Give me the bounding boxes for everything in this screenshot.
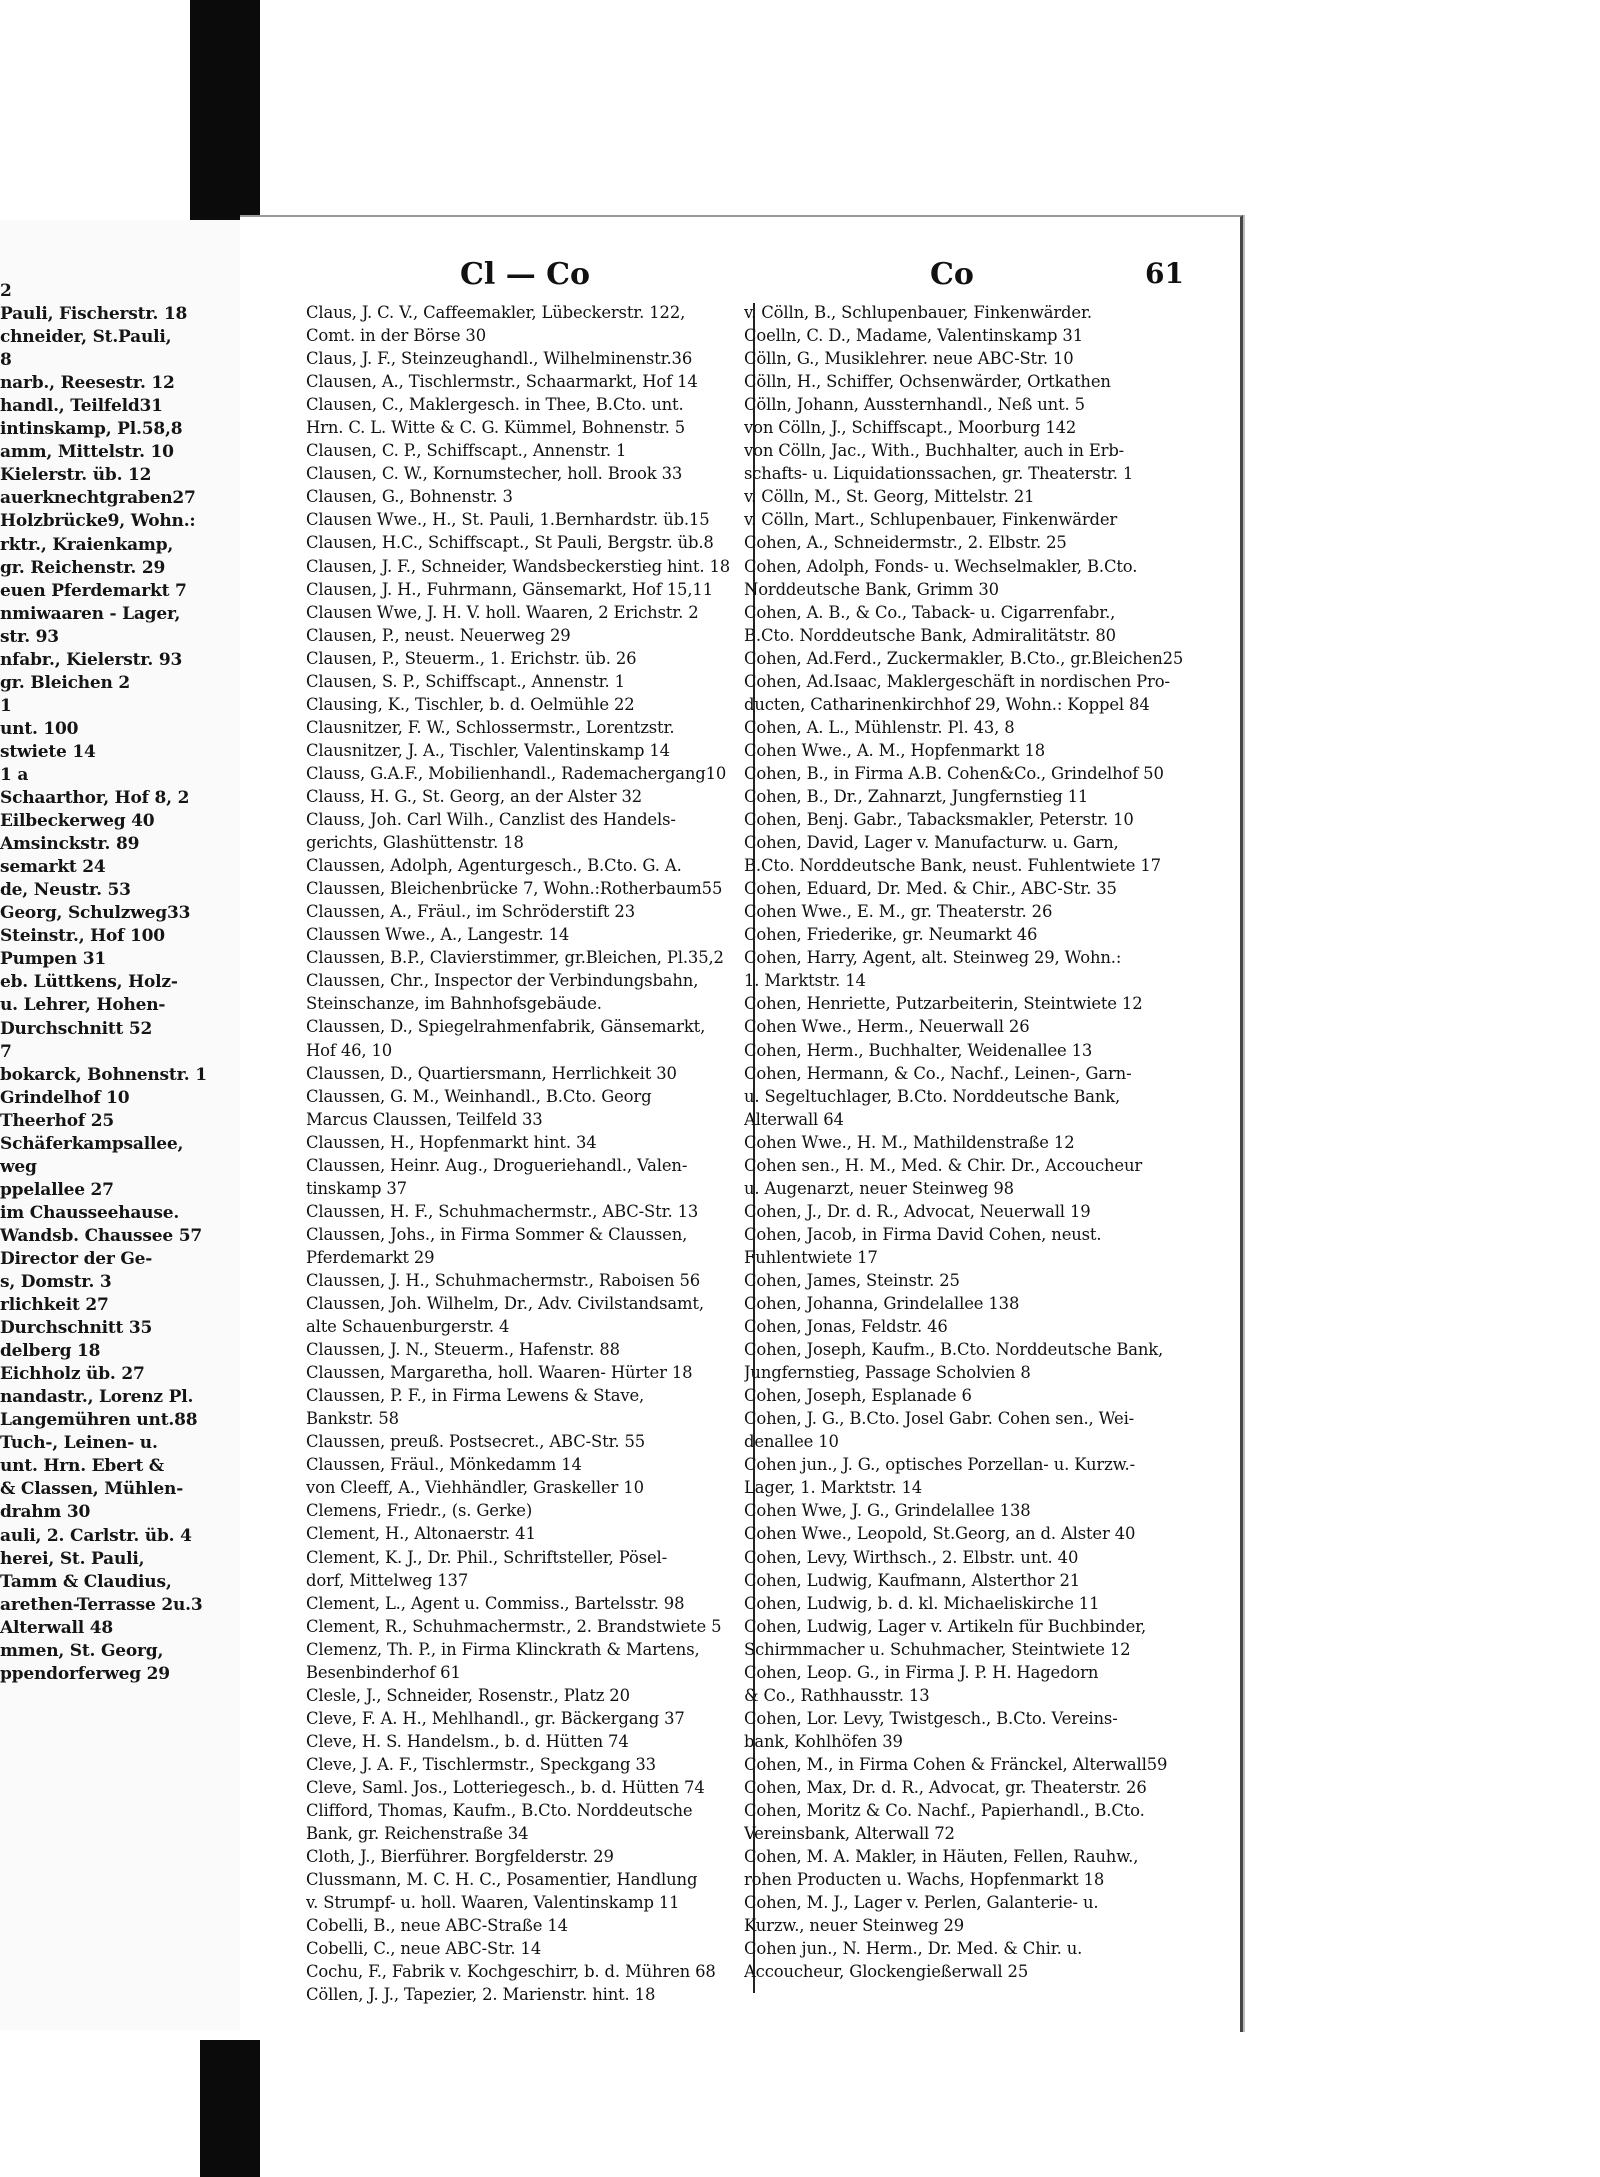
left-page-line: Grindelhof 10 xyxy=(0,1087,130,1108)
directory-entry-line: Cohen, Jacob, in Firma David Cohen, neust. xyxy=(744,1224,1102,1244)
directory-page xyxy=(240,215,1243,2032)
directory-entry-line: Cohen, B., Dr., Zahnarzt, Jungfernstieg 11 xyxy=(744,786,1089,806)
directory-entry-line: Cohen, Ad.Isaac, Maklergeschäft in nordischen Pro- xyxy=(744,671,1170,691)
left-page-line: Schäferkampsallee, xyxy=(0,1133,184,1154)
directory-entry-line: Cobelli, B., neue ABC-Straße 14 xyxy=(306,1916,568,1936)
left-page-line: & Classen, Mühlen- xyxy=(0,1479,184,1500)
directory-entry-line: Coelln, C. D., Madame, Valentinskamp 31 xyxy=(744,326,1083,346)
left-page-line: 1 xyxy=(0,695,12,716)
directory-entry-line: Clussmann, M. C. H. C., Posamentier, Handlung xyxy=(306,1870,698,1890)
directory-entry-line: v. Cölln, B., Schlupenbauer, Finkenwärder. xyxy=(744,303,1092,322)
directory-entry-line: Clausen, J. H., Fuhrmann, Gänsemarkt, Hof 15,11 xyxy=(306,579,713,599)
directory-entry-line: Cleve, Saml. Jos., Lotteriegesch., b. d. Hütten 74 xyxy=(306,1778,705,1797)
directory-entry-line: Clement, L., Agent u. Commiss., Bartelsstr. 98 xyxy=(306,1593,685,1613)
directory-entry-line: Claussen Wwe., A., Langestr. 14 xyxy=(306,925,570,945)
directory-entry-line: dorf, Mittelweg 137 xyxy=(306,1570,469,1590)
running-head-range: Cl — Co xyxy=(460,257,591,292)
directory-entry-line: Claussen, Fräul., Mönkedamm 14 xyxy=(306,1455,582,1475)
directory-entry-line: Cleve, J. A. F., Tischlermstr., Speckgang 33 xyxy=(306,1754,656,1774)
directory-entry-line: Cölln, H., Schiffer, Ochsenwärder, Ortkathen xyxy=(744,372,1111,392)
directory-entry-line: Clesle, J., Schneider, Rosenstr., Platz 20 xyxy=(306,1685,630,1705)
left-page-line: nandastr., Lorenz Pl. xyxy=(0,1387,194,1408)
left-page-line: bokarck, Bohnenstr. 1 xyxy=(0,1064,207,1085)
directory-entry-line: 1. Marktstr. 14 xyxy=(744,971,866,991)
directory-entry-line: Cohen, Johanna, Grindelallee 138 xyxy=(744,1294,1020,1314)
directory-entry-line: Cohen, Leop. G., in Firma J. P. H. Hagedorn xyxy=(744,1662,1099,1682)
scanner-strip-bottom xyxy=(200,2040,260,2177)
directory-entry-line: Cochu, F., Fabrik v. Kochgeschirr, b. d. Mühren 68 xyxy=(306,1962,716,1982)
left-page-line: auli, 2. Carlstr. üb. 4 xyxy=(0,1525,192,1546)
directory-entry-line: denallee 10 xyxy=(744,1432,839,1452)
directory-entry-line: Cohen, Benj. Gabr., Tabacksmakler, Peterstr. 10 xyxy=(744,810,1134,830)
directory-entry-line: Claussen, H. F., Schuhmachermstr., ABC-Str. 13 xyxy=(306,1201,699,1221)
directory-entry-line: Clausen, C., Maklergesch. in Thee, B.Cto. unt. xyxy=(306,395,684,415)
left-page-line: Theerhof 25 xyxy=(0,1110,114,1131)
directory-entry-line: Cohen Wwe., H. M., Mathildenstraße 12 xyxy=(744,1132,1075,1152)
left-page-line: stwiete 14 xyxy=(0,741,96,762)
directory-entry-line: Cohen, Friederike, gr. Neumarkt 46 xyxy=(744,925,1038,945)
directory-entry-line: Claussen, Johs., in Firma Sommer & Claussen, xyxy=(306,1224,688,1244)
directory-entry-line: Cohen, Jonas, Feldstr. 46 xyxy=(744,1317,948,1337)
left-page-line: Wandsb. Chaussee 57 xyxy=(0,1225,202,1246)
left-page-line: drahm 30 xyxy=(0,1502,91,1523)
left-page-line: arethen-Terrasse 2u.3 xyxy=(0,1594,203,1615)
left-page-line: Director der Ge- xyxy=(0,1248,153,1269)
directory-entry-line: von Cölln, J., Schiffscapt., Moorburg 142 xyxy=(744,418,1077,438)
left-page-line: euen Pferdemarkt 7 xyxy=(0,580,187,601)
directory-entry-line: Claussen, Adolph, Agenturgesch., B.Cto. G. A. xyxy=(306,856,682,876)
left-page-line: nfabr., Kielerstr. 93 xyxy=(0,649,183,670)
directory-entry-line: Cohen, James, Steinstr. 25 xyxy=(744,1270,960,1290)
directory-entry-line: Claussen, P. F., in Firma Lewens & Stave, xyxy=(306,1386,645,1406)
directory-entry-line: Clausen Wwe, J. H. V. holl. Waaren, 2 Erichstr. 2 xyxy=(306,602,699,622)
directory-entry-line: Cleve, H. S. Handelsm., b. d. Hütten 74 xyxy=(306,1731,629,1751)
directory-entry-line: Claussen, D., Spiegelrahmenfabrik, Gänsemarkt, xyxy=(306,1017,706,1037)
directory-entry-line: Lager, 1. Marktstr. 14 xyxy=(744,1478,923,1498)
left-page-line: 7 xyxy=(0,1041,12,1062)
directory-entry-line: Cohen, Ludwig, Kaufmann, Alsterthor 21 xyxy=(744,1570,1081,1590)
directory-entry-line: Cohen, Ad.Ferd., Zuckermakler, B.Cto., gr.Bleichen25 xyxy=(744,648,1184,668)
left-page-line: mmen, St. Georg, xyxy=(0,1640,164,1661)
directory-entry-line: Clausen, G., Bohnenstr. 3 xyxy=(306,487,513,507)
directory-entry-line: Cohen jun., N. Herm., Dr. Med. & Chir. u. xyxy=(744,1939,1083,1959)
directory-entry-line: Cohen, Max, Dr. d. R., Advocat, gr. Theaterstr. 26 xyxy=(744,1778,1147,1797)
left-page-line: Georg, Schulzweg33 xyxy=(0,903,191,924)
directory-entry-line: Besenbinderhof 61 xyxy=(306,1662,461,1682)
directory-entry-line: Claussen, Margaretha, holl. Waaren- Hürter 18 xyxy=(306,1363,693,1383)
directory-entry-line: Clemenz, Th. P., in Firma Klinckrath & Martens, xyxy=(306,1639,700,1659)
page-header xyxy=(240,257,1240,297)
directory-entry-line: Clauss, H. G., St. Georg, an der Alster 32 xyxy=(306,786,643,806)
directory-entry-line: Fuhlentwiete 17 xyxy=(744,1247,878,1267)
left-page-line: Eilbeckerweg 40 xyxy=(0,811,155,832)
directory-entry-line: Cleve, F. A. H., Mehlhandl., gr. Bäckergang 37 xyxy=(306,1708,685,1728)
directory-entry-line: Clifford, Thomas, Kaufm., B.Cto. Norddeutsche xyxy=(306,1801,693,1821)
directory-entry-line: B.Cto. Norddeutsche Bank, Admiralitätstr. 80 xyxy=(744,625,1116,645)
directory-entry-line: Cohen, J. G., B.Cto. Josel Gabr. Cohen sen., Wei- xyxy=(744,1409,1135,1429)
directory-entry-line: Jungfernstieg, Passage Scholvien 8 xyxy=(744,1363,1031,1383)
left-page-line: Durchschnitt 52 xyxy=(0,1018,153,1039)
directory-entry-line: Cohen, Joseph, Kaufm., B.Cto. Norddeutsche Bank, xyxy=(744,1340,1164,1360)
directory-entry-line: Claussen, J. H., Schuhmachermstr., Raboisen 56 xyxy=(306,1270,701,1290)
running-head-letter: Co xyxy=(930,257,974,292)
directory-entry-line: Clausnitzer, J. A., Tischler, Valentinskamp 14 xyxy=(306,740,670,760)
directory-entry-line: v. Cölln, M., St. Georg, Mittelstr. 21 xyxy=(744,487,1035,507)
left-page-line: rktr., Kraienkamp, xyxy=(0,534,174,555)
directory-entry-line: Cohen, Lor. Levy, Twistgesch., B.Cto. Vereins- xyxy=(744,1708,1118,1728)
directory-entry-line: Cohen, Levy, Wirthsch., 2. Elbstr. unt. 40 xyxy=(744,1547,1079,1567)
directory-entry-line: Cohen, Harry, Agent, alt. Steinweg 29, Wohn.: xyxy=(744,948,1122,968)
directory-entry-line: Steinschanze, im Bahnhofsgebäude. xyxy=(306,994,602,1014)
left-page-line: Pumpen 31 xyxy=(0,949,106,970)
directory-entry-line: Bank, gr. Reichenstraße 34 xyxy=(306,1824,529,1844)
directory-entry-line: Claus, J. C. V., Caffeemakler, Lübeckerstr. 122, xyxy=(306,303,686,322)
directory-entry-line: Cohen, A. L., Mühlenstr. Pl. 43, 8 xyxy=(744,717,1015,737)
directory-entry-line: Clement, K. J., Dr. Phil., Schriftsteller, Pösel- xyxy=(306,1547,667,1567)
left-page-line: Durchschnitt 35 xyxy=(0,1318,153,1339)
directory-entry-line: Claussen, Joh. Wilhelm, Dr., Adv. Civilstandsamt, xyxy=(306,1294,704,1314)
directory-entry-line: bank, Kohlhöfen 39 xyxy=(744,1731,903,1751)
directory-entry-line: Marcus Claussen, Teilfeld 33 xyxy=(306,1109,543,1129)
left-page-line: Tamm & Claudius, xyxy=(0,1571,172,1592)
column-b xyxy=(744,301,1224,1983)
directory-entry-line: Cohen, M. A. Makler, in Häuten, Fellen, Rauhw., xyxy=(744,1847,1139,1867)
left-page-line: unt. Hrn. Ebert & xyxy=(0,1456,164,1477)
left-page-line: de, Neustr. 53 xyxy=(0,880,131,901)
directory-entry-line: Cohen, Hermann, & Co., Nachf., Leinen-, Garn- xyxy=(744,1063,1132,1083)
left-page-line: Amsinckstr. 89 xyxy=(0,834,140,855)
directory-entry-line: Cöllen, J. J., Tapezier, 2. Marienstr. hint. 18 xyxy=(306,1985,656,2005)
directory-entry-line: Claussen, B.P., Clavierstimmer, gr.Bleichen, Pl.35,2 xyxy=(306,948,724,968)
directory-entry-line: ducten, Catharinenkirchhof 29, Wohn.: Koppel 84 xyxy=(744,694,1150,714)
directory-entry-line: Cohen, Adolph, Fonds- u. Wechselmakler, B.Cto. xyxy=(744,556,1138,576)
left-page-line: amm, Mittelstr. 10 xyxy=(0,442,174,463)
directory-entry-line: u. Augenarzt, neuer Steinweg 98 xyxy=(744,1178,1014,1198)
directory-entry-line: Cohen, Herm., Buchhalter, Weidenallee 13 xyxy=(744,1040,1093,1060)
left-page-line: herei, St. Pauli, xyxy=(0,1548,145,1569)
left-page-line: Schaarthor, Hof 8, 2 xyxy=(0,788,190,809)
directory-entry-line: Clement, R., Schuhmachermstr., 2. Brandstwiete 5 xyxy=(306,1616,722,1636)
directory-entry-line: Clausing, K., Tischler, b. d. Oelmühle 22 xyxy=(306,694,635,714)
directory-entry-line: Clausen, C. W., Kornumstecher, holl. Brook 33 xyxy=(306,464,683,484)
left-page-line: delberg 18 xyxy=(0,1341,101,1362)
left-page-line: 1 a xyxy=(0,764,29,785)
directory-entry-line: alte Schauenburgerstr. 4 xyxy=(306,1317,510,1337)
directory-entry-line: Cohen Wwe., Herm., Neuerwall 26 xyxy=(744,1017,1030,1037)
left-page-line: str. 93 xyxy=(0,626,59,647)
directory-entry-line: Cohen, Eduard, Dr. Med. & Chir., ABC-Str. 35 xyxy=(744,879,1117,899)
directory-entry-line: Cohen, M., in Firma Cohen & Fränckel, Alterwall59 xyxy=(744,1754,1168,1774)
directory-entry-line: Accoucheur, Glockengießerwall 25 xyxy=(744,1962,1029,1982)
directory-entry-line: Kurzw., neuer Steinweg 29 xyxy=(744,1916,965,1936)
directory-entry-line: Clement, H., Altonaerstr. 41 xyxy=(306,1524,536,1544)
directory-entry-line: v. Cölln, Mart., Schlupenbauer, Finkenwärder xyxy=(744,510,1118,530)
directory-entry-line: tinskamp 37 xyxy=(306,1178,407,1198)
left-page-line: Pauli, Fischerstr. 18 xyxy=(0,304,188,325)
directory-entry-line: Pferdemarkt 29 xyxy=(306,1247,435,1267)
left-page-line: handl., Teilfeld31 xyxy=(0,396,163,417)
directory-entry-line: Claussen, G. M., Weinhandl., B.Cto. Georg xyxy=(306,1086,652,1106)
directory-entry-line: Cohen, A., Schneidermstr., 2. Elbstr. 25 xyxy=(744,533,1067,553)
directory-entry-line: Cohen, A. B., & Co., Taback- u. Cigarrenfabr., xyxy=(744,602,1116,622)
directory-entry-line: Cohen, Henriette, Putzarbeiterin, Steintwiete 12 xyxy=(744,994,1143,1014)
left-page-fragment xyxy=(0,220,242,2030)
directory-entry-line: Claussen, Heinr. Aug., Drogueriehandl., Valen- xyxy=(306,1155,688,1175)
left-page-line: Holzbrücke9, Wohn.: xyxy=(0,511,196,532)
directory-entry-line: Cohen sen., H. M., Med. & Chir. Dr., Accoucheur xyxy=(744,1155,1143,1175)
directory-entry-line: Cohen, David, Lager v. Manufacturw. u. Garn, xyxy=(744,833,1119,853)
directory-entry-line: gerichts, Glashüttenstr. 18 xyxy=(306,833,524,853)
left-page-line: Eichholz üb. 27 xyxy=(0,1364,145,1385)
left-page-line: Tuch-, Leinen- u. xyxy=(0,1433,158,1454)
left-page-line: nmiwaaren - Lager, xyxy=(0,603,181,624)
page-number: 61 xyxy=(1145,257,1184,290)
left-page-line: intinskamp, Pl.58,8 xyxy=(0,419,183,440)
left-page-line: eb. Lüttkens, Holz- xyxy=(0,972,178,993)
left-page-line: weg xyxy=(0,1156,37,1177)
left-page-line: unt. 100 xyxy=(0,718,79,739)
directory-entry-line: Clausnitzer, F. W., Schlossermstr., Lorentzstr. xyxy=(306,717,675,737)
directory-entry-line: Cohen, J., Dr. d. R., Advocat, Neuerwall 19 xyxy=(744,1201,1091,1221)
directory-entry-line: B.Cto. Norddeutsche Bank, neust. Fuhlentwiete 17 xyxy=(744,856,1161,876)
directory-entry-line: Claussen, J. N., Steuerm., Hafenstr. 88 xyxy=(306,1340,620,1360)
directory-entry-line: Clausen, P., Steuerm., 1. Erichstr. üb. 26 xyxy=(306,648,637,668)
directory-entry-line: Cohen Wwe., E. M., gr. Theaterstr. 26 xyxy=(744,902,1053,922)
directory-entry-line: Clausen, H.C., Schiffscapt., St Pauli, Bergstr. üb.8 xyxy=(306,533,714,553)
left-page-line: ppendorferweg 29 xyxy=(0,1663,170,1684)
left-page-line: chneider, St.Pauli, xyxy=(0,327,172,348)
directory-entry-line: Vereinsbank, Alterwall 72 xyxy=(744,1824,955,1844)
left-page-line: 8 xyxy=(0,350,12,371)
directory-entry-line: Cohen Wwe., A. M., Hopfenmarkt 18 xyxy=(744,740,1046,760)
directory-entry-line: Clauss, G.A.F., Mobilienhandl., Rademachergang10 xyxy=(306,763,727,783)
directory-entry-line: Cohen jun., J. G., optisches Porzellan- u. Kurzw.- xyxy=(744,1455,1135,1475)
left-page-line: semarkt 24 xyxy=(0,857,106,878)
left-page-line: gr. Reichenstr. 29 xyxy=(0,557,166,578)
directory-entry-line: Cloth, J., Bierführer. Borgfelderstr. 29 xyxy=(306,1847,614,1867)
directory-entry-line: Cölln, Johann, Aussternhandl., Neß unt. 5 xyxy=(744,395,1085,415)
left-page-line: 2 xyxy=(0,281,12,301)
directory-entry-line: schafts- u. Liquidationssachen, gr. Theaterstr. 1 xyxy=(744,464,1134,484)
directory-entry-line: Cobelli, C., neue ABC-Str. 14 xyxy=(306,1939,542,1959)
directory-entry-line: Bankstr. 58 xyxy=(306,1409,399,1429)
directory-entry-line: Clausen, A., Tischlermstr., Schaarmarkt, Hof 14 xyxy=(306,372,698,392)
directory-entry-line: Cohen, Ludwig, Lager v. Artikeln für Buchbinder, xyxy=(744,1616,1147,1636)
directory-entry-line: Clauss, Joh. Carl Wilh., Canzlist des Handels- xyxy=(306,810,676,830)
left-page-line: u. Lehrer, Hohen- xyxy=(0,995,166,1016)
directory-entry-line: rohen Producten u. Wachs, Hopfenmarkt 18 xyxy=(744,1870,1105,1890)
directory-entry-line: Hof 46, 10 xyxy=(306,1040,393,1060)
directory-entry-line: von Cleeff, A., Viehhändler, Graskeller 10 xyxy=(306,1478,644,1498)
directory-entry-line: Cohen, B., in Firma A.B. Cohen&Co., Grindelhof 50 xyxy=(744,763,1164,783)
directory-entry-line: u. Segeltuchlager, B.Cto. Norddeutsche Bank, xyxy=(744,1086,1121,1106)
directory-entry-line: Norddeutsche Bank, Grimm 30 xyxy=(744,579,999,599)
left-page-line: gr. Bleichen 2 xyxy=(0,672,131,693)
directory-entry-line: Cölln, G., Musiklehrer. neue ABC-Str. 10 xyxy=(744,349,1074,369)
directory-entry-line: & Co., Rathhausstr. 13 xyxy=(744,1685,930,1705)
left-page-line: s, Domstr. 3 xyxy=(0,1272,112,1293)
left-page-line: narb., Reesestr. 12 xyxy=(0,373,175,394)
scanner-strip-top xyxy=(190,0,260,235)
left-page-line: ppelallee 27 xyxy=(0,1179,114,1200)
directory-entry-line: Hrn. C. L. Witte & C. G. Kümmel, Bohnenstr. 5 xyxy=(306,418,686,438)
directory-entry-line: Clausen, C. P., Schiffscapt., Annenstr. 1 xyxy=(306,441,627,461)
directory-entry-line: Clausen, P., neust. Neuerweg 29 xyxy=(306,625,571,645)
directory-entry-line: Alterwall 64 xyxy=(744,1109,844,1129)
directory-entry-line: Cohen Wwe, J. G., Grindelallee 138 xyxy=(744,1501,1031,1521)
left-page-line: rlichkeit 27 xyxy=(0,1295,109,1316)
left-page-lines xyxy=(0,280,240,1686)
directory-entry-line: Claussen, H., Hopfenmarkt hint. 34 xyxy=(306,1132,597,1152)
column-a xyxy=(306,301,776,2006)
directory-entry-line: Cohen, Moritz & Co. Nachf., Papierhandl., B.Cto. xyxy=(744,1801,1145,1821)
left-page-line: Langemühren unt.88 xyxy=(0,1410,198,1431)
directory-entry-line: Comt. in der Börse 30 xyxy=(306,326,486,346)
directory-entry-line: Claussen, preuß. Postsecret., ABC-Str. 55 xyxy=(306,1432,646,1452)
directory-entry-line: Clausen, J. F., Schneider, Wandsbeckerstieg hint. 18 xyxy=(306,556,731,576)
directory-entry-line: Claussen, D., Quartiersmann, Herrlichkeit 30 xyxy=(306,1063,677,1083)
directory-entry-line: Clemens, Friedr., (s. Gerke) xyxy=(306,1501,533,1521)
left-page-line: im Chausseehause. xyxy=(0,1202,180,1223)
directory-entry-line: Claussen, A., Fräul., im Schröderstift 23 xyxy=(306,902,635,922)
directory-entry-line: Claus, J. F., Steinzeughandl., Wilhelminenstr.36 xyxy=(306,349,693,369)
directory-entry-line: Claussen, Bleichenbrücke 7, Wohn.:Rotherbaum55 xyxy=(306,879,723,899)
directory-entry-line: Claussen, Chr., Inspector der Verbindungsbahn, xyxy=(306,971,699,991)
directory-entry-line: Cohen, Ludwig, b. d. kl. Michaeliskirche 11 xyxy=(744,1593,1100,1613)
directory-entry-line: Schirmmacher u. Schuhmacher, Steintwiete 12 xyxy=(744,1639,1131,1659)
directory-entry-line: v. Strumpf- u. holl. Waaren, Valentinskamp 11 xyxy=(306,1893,680,1913)
directory-entry-line: Cohen, Joseph, Esplanade 6 xyxy=(744,1386,972,1406)
directory-entry-line: von Cölln, Jac., With., Buchhalter, auch in Erb- xyxy=(744,441,1125,461)
directory-entry-line: Clausen, S. P., Schiffscapt., Annenstr. 1 xyxy=(306,671,625,691)
directory-entry-line: Cohen, M. J., Lager v. Perlen, Galanterie- u. xyxy=(744,1893,1099,1913)
left-page-line: Kielerstr. üb. 12 xyxy=(0,465,152,486)
left-page-line: Alterwall 48 xyxy=(0,1617,114,1638)
left-page-line: auerknechtgraben27 xyxy=(0,488,196,509)
left-page-line: Steinstr., Hof 100 xyxy=(0,926,165,947)
directory-entry-line: Cohen Wwe., Leopold, St.Georg, an d. Alster 40 xyxy=(744,1524,1136,1544)
directory-entry-line: Clausen Wwe., H., St. Pauli, 1.Bernhardstr. üb.15 xyxy=(306,510,710,530)
